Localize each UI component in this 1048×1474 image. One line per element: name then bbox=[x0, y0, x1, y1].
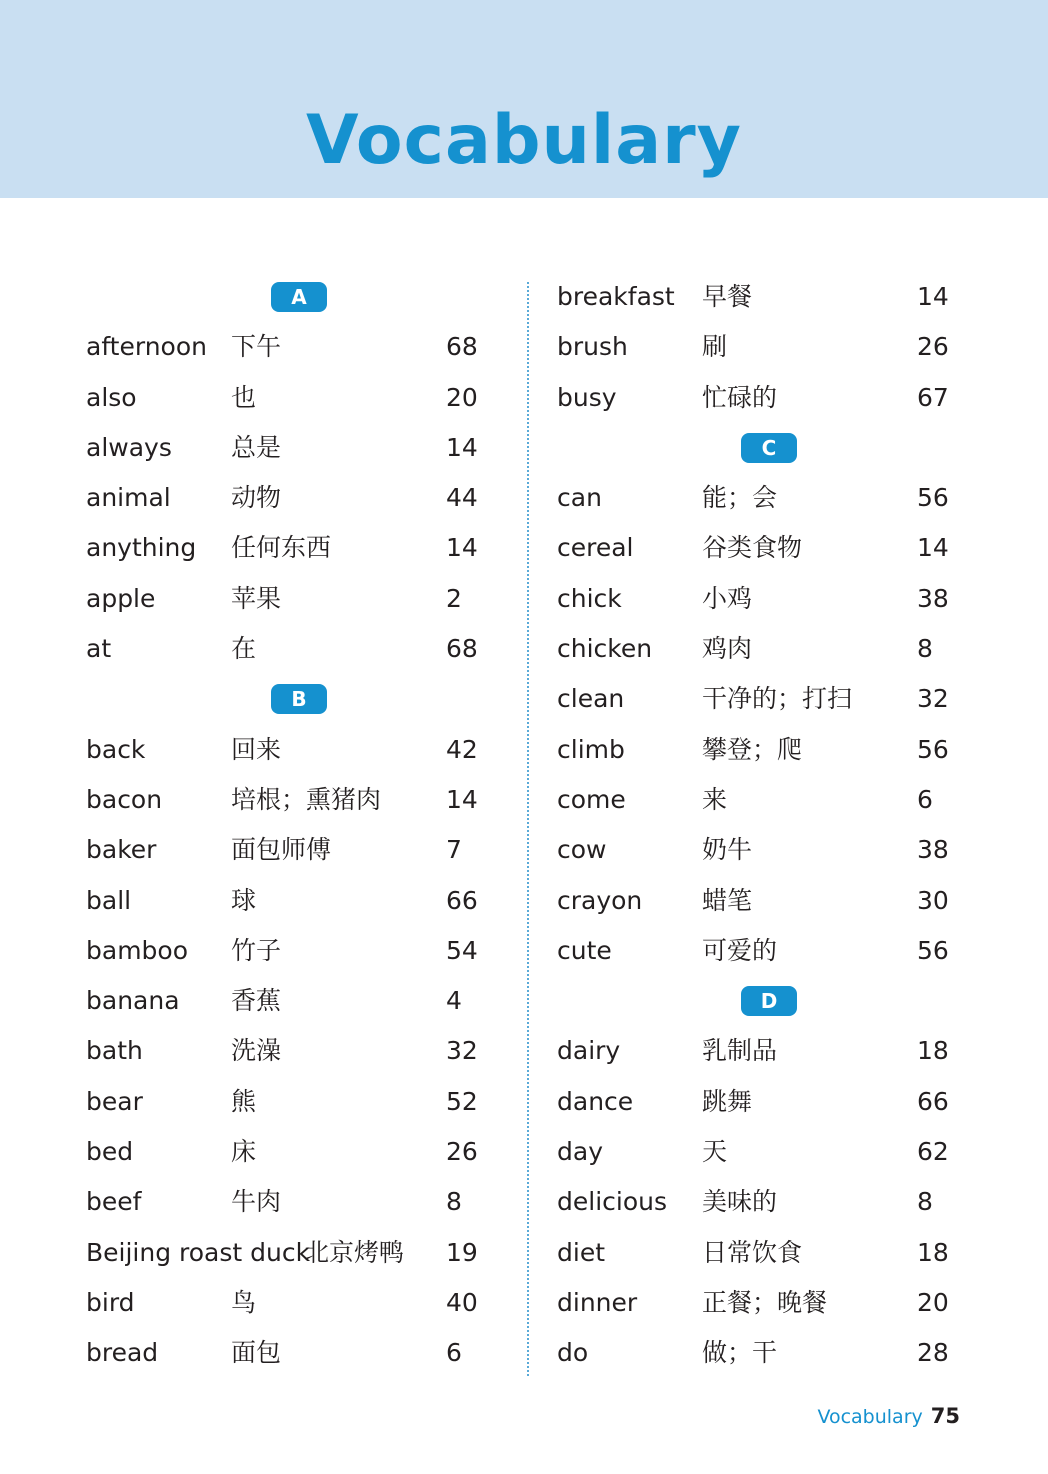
chinese-translation: 跳舞 bbox=[702, 1086, 753, 1116]
page-reference: 6 bbox=[917, 784, 933, 814]
english-word: crayon bbox=[557, 885, 643, 915]
vocabulary-entry bbox=[86, 624, 506, 674]
chinese-translation: 苹果 bbox=[231, 583, 282, 613]
vocabulary-entry bbox=[557, 1278, 977, 1328]
vocabulary-entry bbox=[86, 322, 506, 372]
vocabulary-entry bbox=[557, 926, 977, 976]
page-reference: 66 bbox=[917, 1086, 949, 1116]
vocabulary-entry bbox=[557, 574, 977, 624]
chinese-translation: 攀登；爬 bbox=[702, 734, 803, 764]
english-word: breakfast bbox=[557, 282, 675, 311]
vocabulary-entry bbox=[557, 1077, 977, 1127]
page-reference: 40 bbox=[446, 1287, 478, 1317]
vocabulary-entry bbox=[557, 322, 977, 372]
page-reference: 20 bbox=[446, 382, 478, 412]
vocabulary-column-right bbox=[557, 272, 977, 1379]
letter-section-header bbox=[557, 423, 977, 473]
chinese-translation: 在 bbox=[231, 634, 257, 664]
english-word: always bbox=[86, 432, 172, 462]
vocabulary-entry bbox=[86, 423, 506, 473]
vocabulary-entry bbox=[557, 373, 977, 423]
page-reference: 62 bbox=[917, 1137, 949, 1167]
page-reference: 32 bbox=[917, 684, 949, 714]
chinese-translation: 球 bbox=[231, 885, 257, 915]
page-reference: 8 bbox=[446, 1187, 462, 1217]
page-reference: 26 bbox=[446, 1137, 478, 1167]
vocabulary-entry bbox=[86, 1278, 506, 1328]
page-reference: 2 bbox=[446, 583, 462, 613]
english-word: bamboo bbox=[86, 935, 189, 965]
footer-label: Vocabulary bbox=[817, 1406, 923, 1428]
english-word: clean bbox=[557, 684, 625, 714]
english-word: dance bbox=[557, 1086, 634, 1116]
vocabulary-entry bbox=[86, 926, 506, 976]
page-reference: 20 bbox=[917, 1287, 949, 1317]
vocabulary-entry bbox=[557, 1228, 977, 1278]
vocabulary-entry bbox=[557, 674, 977, 724]
english-word: can bbox=[557, 483, 602, 513]
english-word: delicious bbox=[557, 1187, 667, 1217]
vocabulary-entry bbox=[557, 272, 977, 322]
page-number: 75 bbox=[930, 1404, 960, 1428]
chinese-translation: 床 bbox=[231, 1137, 257, 1167]
vocabulary-entry bbox=[557, 1127, 977, 1177]
english-word: climb bbox=[557, 734, 625, 764]
vocabulary-entry bbox=[86, 1127, 506, 1177]
page-reference: 14 bbox=[917, 533, 949, 563]
page-reference: 38 bbox=[917, 583, 949, 613]
english-word: cow bbox=[557, 835, 607, 865]
page-reference: 7 bbox=[446, 835, 462, 865]
vocabulary-entry bbox=[86, 473, 506, 523]
vocabulary-column-left bbox=[86, 272, 506, 1379]
english-word: dairy bbox=[557, 1036, 621, 1066]
english-word: day bbox=[557, 1137, 603, 1167]
letter-badge: B bbox=[271, 684, 327, 714]
english-word: banana bbox=[86, 986, 180, 1016]
chinese-translation: 洗澡 bbox=[231, 1036, 282, 1066]
vocabulary-entry bbox=[557, 1026, 977, 1076]
chinese-translation: 早餐 bbox=[702, 282, 753, 311]
chinese-translation: 回来 bbox=[231, 734, 282, 764]
page-reference: 52 bbox=[446, 1086, 478, 1116]
page-reference: 8 bbox=[917, 1187, 933, 1217]
chinese-translation: 蜡笔 bbox=[702, 885, 753, 915]
letter-badge: D bbox=[741, 986, 797, 1016]
page-reference: 6 bbox=[446, 1338, 462, 1368]
english-word: beef bbox=[86, 1187, 142, 1217]
page-reference: 68 bbox=[446, 634, 478, 664]
chinese-translation: 可爱的 bbox=[702, 935, 778, 965]
page-title: Vocabulary bbox=[306, 101, 742, 180]
page-reference: 14 bbox=[446, 432, 478, 462]
english-word: ball bbox=[86, 885, 132, 915]
chinese-translation: 正餐；晚餐 bbox=[702, 1287, 828, 1317]
page-reference: 54 bbox=[446, 935, 478, 965]
vocabulary-entry bbox=[86, 1026, 506, 1076]
chinese-translation: 天 bbox=[702, 1137, 728, 1167]
english-word: at bbox=[86, 634, 112, 664]
vocabulary-entry bbox=[557, 473, 977, 523]
english-word: back bbox=[86, 734, 146, 764]
vocabulary-entry bbox=[557, 523, 977, 573]
english-word: bird bbox=[86, 1287, 135, 1317]
page-reference: 32 bbox=[446, 1036, 478, 1066]
page-reference: 8 bbox=[917, 634, 933, 664]
chinese-translation: 忙碌的 bbox=[702, 382, 778, 412]
chinese-translation: 也 bbox=[231, 382, 257, 412]
chinese-translation: 任何东西 bbox=[231, 533, 332, 563]
page-reference: 14 bbox=[917, 282, 949, 311]
page-reference: 26 bbox=[917, 332, 949, 362]
page-reference: 18 bbox=[917, 1237, 949, 1267]
english-word: cute bbox=[557, 935, 612, 965]
page-reference: 68 bbox=[446, 332, 478, 362]
page-reference: 38 bbox=[917, 835, 949, 865]
english-word: diet bbox=[557, 1237, 605, 1267]
chinese-translation: 来 bbox=[702, 784, 728, 814]
page-reference: 42 bbox=[446, 734, 478, 764]
chinese-translation: 干净的；打扫 bbox=[702, 684, 853, 714]
chinese-translation: 鸡肉 bbox=[702, 634, 753, 664]
letter-section-header bbox=[86, 674, 506, 724]
vocabulary-entry bbox=[557, 825, 977, 875]
vocabulary-entry bbox=[86, 976, 506, 1026]
vocabulary-entry bbox=[86, 1177, 506, 1227]
vocabulary-entry bbox=[86, 574, 506, 624]
english-word: busy bbox=[557, 382, 617, 412]
page-reference: 56 bbox=[917, 734, 949, 764]
chinese-translation: 鸟 bbox=[231, 1287, 257, 1317]
page-reference: 14 bbox=[446, 784, 478, 814]
chinese-translation: 美味的 bbox=[702, 1187, 778, 1217]
vocabulary-entry bbox=[557, 624, 977, 674]
english-word: bath bbox=[86, 1036, 143, 1066]
english-word: afternoon bbox=[86, 332, 207, 362]
chinese-translation: 竹子 bbox=[231, 935, 282, 965]
page-reference: 19 bbox=[446, 1237, 478, 1267]
vocabulary-entry bbox=[557, 725, 977, 775]
page-reference: 66 bbox=[446, 885, 478, 915]
chinese-translation: 日常饮食 bbox=[702, 1237, 803, 1267]
english-word: do bbox=[557, 1338, 589, 1368]
page-reference: 4 bbox=[446, 986, 462, 1016]
letter-section-header bbox=[86, 272, 506, 322]
english-word: anything bbox=[86, 533, 197, 563]
chinese-translation: 牛肉 bbox=[231, 1187, 282, 1217]
page-reference: 56 bbox=[917, 483, 949, 513]
vocabulary-entry bbox=[86, 876, 506, 926]
vocabulary-entry bbox=[86, 523, 506, 573]
page-reference: 30 bbox=[917, 885, 949, 915]
chinese-translation: 刷 bbox=[702, 332, 728, 362]
english-word: bread bbox=[86, 1338, 159, 1368]
english-word: chicken bbox=[557, 634, 653, 664]
page-footer bbox=[817, 1404, 960, 1428]
page-reference: 14 bbox=[446, 533, 478, 563]
page-reference: 56 bbox=[917, 935, 949, 965]
english-word: come bbox=[557, 784, 626, 814]
english-word: bed bbox=[86, 1137, 134, 1167]
chinese-translation: 香蕉 bbox=[231, 986, 282, 1016]
english-word: bear bbox=[86, 1086, 143, 1116]
column-divider bbox=[527, 282, 529, 1376]
chinese-translation: 动物 bbox=[231, 483, 282, 513]
vocabulary-entry bbox=[557, 876, 977, 926]
english-word: brush bbox=[557, 332, 628, 362]
chinese-translation: 熊 bbox=[231, 1086, 257, 1116]
chinese-translation: 做；干 bbox=[702, 1338, 778, 1368]
vocabulary-entry bbox=[86, 373, 506, 423]
chinese-translation: 总是 bbox=[231, 432, 282, 462]
page-reference: 28 bbox=[917, 1338, 949, 1368]
vocabulary-entry bbox=[557, 1328, 977, 1378]
english-word: dinner bbox=[557, 1287, 638, 1317]
english-word: animal bbox=[86, 483, 171, 513]
letter-badge: C bbox=[741, 433, 797, 463]
chinese-translation: 面包 bbox=[231, 1338, 282, 1368]
english-word: apple bbox=[86, 583, 156, 613]
english-word: Beijing roast duck bbox=[86, 1237, 311, 1267]
chinese-translation: 能；会 bbox=[702, 483, 778, 513]
chinese-translation: 乳制品 bbox=[702, 1036, 778, 1066]
vocabulary-entry bbox=[557, 1177, 977, 1227]
vocabulary-entry bbox=[557, 775, 977, 825]
vocabulary-entry bbox=[86, 1077, 506, 1127]
chinese-translation: 培根；熏猪肉 bbox=[231, 784, 382, 814]
page-reference: 18 bbox=[917, 1036, 949, 1066]
page-reference: 67 bbox=[917, 382, 949, 412]
english-word: chick bbox=[557, 583, 622, 613]
vocabulary-entry bbox=[86, 1328, 506, 1378]
chinese-translation: 小鸡 bbox=[702, 583, 753, 613]
chinese-translation: 北京烤鸭 bbox=[304, 1237, 405, 1267]
vocabulary-entry bbox=[86, 725, 506, 775]
letter-section-header bbox=[557, 976, 977, 1026]
english-word: baker bbox=[86, 835, 157, 865]
chinese-translation: 下午 bbox=[231, 332, 282, 362]
english-word: bacon bbox=[86, 784, 163, 814]
letter-badge: A bbox=[271, 282, 327, 312]
vocabulary-entry bbox=[86, 825, 506, 875]
chinese-translation: 面包师傅 bbox=[231, 835, 332, 865]
chinese-translation: 谷类食物 bbox=[702, 533, 803, 563]
english-word: also bbox=[86, 382, 137, 412]
vocabulary-entry bbox=[86, 775, 506, 825]
english-word: cereal bbox=[557, 533, 634, 563]
chinese-translation: 奶牛 bbox=[702, 835, 753, 865]
vocabulary-entry bbox=[86, 1228, 506, 1278]
page-reference: 44 bbox=[446, 483, 478, 513]
